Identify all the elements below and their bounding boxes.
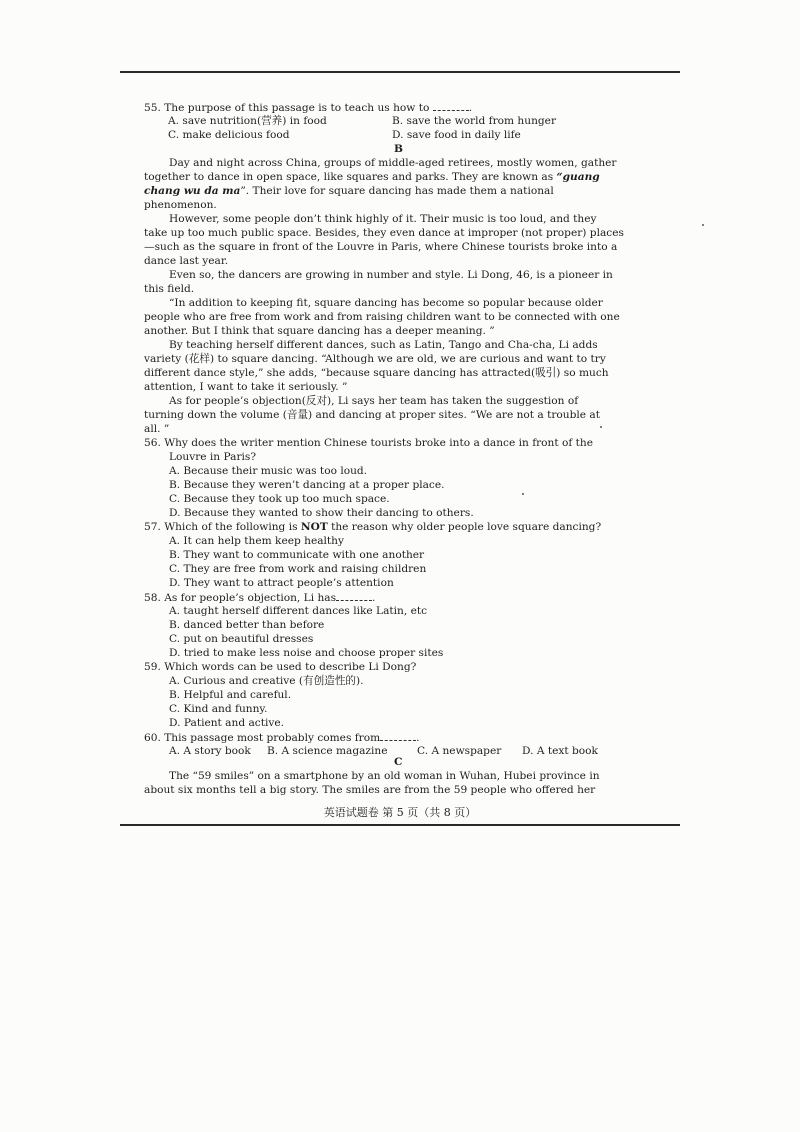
passage-line: all. ” xyxy=(144,423,170,435)
q55-option-a: A. save nutrition(营养) in food xyxy=(168,115,327,127)
passage-line: attention, I want to take it seriously. ” xyxy=(144,381,348,393)
q55-option-d: D. save food in daily life xyxy=(392,129,521,141)
passage-line: phenomenon. xyxy=(144,199,217,211)
passage-line: —such as the square in front of the Louvre in Paris, where Chinese tourists broke into a xyxy=(144,241,618,253)
q58-option-b: B. danced better than before xyxy=(169,619,325,631)
q58-stem: 58. As for people’s objection, Li has . xyxy=(144,592,376,604)
q56-stem-cont: Louvre in Paris? xyxy=(169,451,257,463)
q58-option-d: D. tried to make less noise and choose proper sites xyxy=(169,647,444,659)
passage-line: different dance style,” she adds, “because square dancing has attracted(吸引) so much xyxy=(144,367,609,379)
q56-option-a: A. Because their music was too loud. xyxy=(169,465,368,477)
passage-line: take up too much public space. Besides, they even dance at improper (not proper) places xyxy=(144,227,624,239)
passage-line: The “59 smiles” on a smartphone by an old woman in Wuhan, Hubei province in xyxy=(169,770,600,782)
q59-option-c: C. Kind and funny. xyxy=(169,703,268,715)
passage-line: together to dance in open space, like squares and parks. They are known as “guang xyxy=(144,171,600,183)
passage-line: Day and night across China, groups of middle-aged retirees, mostly women, gather xyxy=(169,157,617,169)
q59-option-a: A. Curious and creative (有创造性的). xyxy=(169,675,364,687)
q57-option-b: B. They want to communicate with one another xyxy=(169,549,425,561)
q56-option-d: D. Because they wanted to show their dancing to others. xyxy=(169,507,474,519)
scan-speck xyxy=(702,224,704,226)
passage-line: variety (花样) to square dancing. “Although we are old, we are curious and want to try xyxy=(144,353,606,365)
q57-option-a: A. It can help them keep healthy xyxy=(169,535,344,547)
section-b-heading: B xyxy=(394,143,403,155)
q60-option-d: D. A text book xyxy=(522,745,598,757)
q59-option-d: D. Patient and active. xyxy=(169,717,284,729)
scan-speck xyxy=(600,426,602,428)
passage-line: Even so, the dancers are growing in number and style. Li Dong, 46, is a pioneer in xyxy=(169,269,613,281)
q55-stem: 55. The purpose of this passage is to teach us how to . xyxy=(144,102,473,114)
passage-line: another. But I think that square dancing has a deeper meaning. ” xyxy=(144,325,495,337)
q59-option-b: B. Helpful and careful. xyxy=(169,689,292,701)
q60-option-b: B. A science magazine xyxy=(267,745,388,757)
top-rule xyxy=(120,71,680,73)
q60-stem: 60. This passage most probably comes from . xyxy=(144,732,420,744)
passage-line: this field. xyxy=(144,283,195,295)
passage-line: turning down the volume (音量) and dancing at proper sites. “We are not a trouble at xyxy=(144,409,601,421)
q60-option-c: C. A newspaper xyxy=(417,745,502,757)
q58-option-a: A. taught herself different dances like Latin, etc xyxy=(169,605,428,617)
q59-stem: 59. Which words can be used to describe Li Dong? xyxy=(144,661,417,673)
q56-option-b: B. Because they weren’t dancing at a proper place. xyxy=(169,479,445,491)
passage-line: By teaching herself different dances, such as Latin, Tango and Cha-cha, Li adds xyxy=(169,339,598,351)
passage-line: dance last year. xyxy=(144,255,229,267)
q60-option-a: A. A story book xyxy=(169,745,251,757)
q57-option-c: C. They are free from work and raising children xyxy=(169,563,427,575)
bottom-rule xyxy=(120,824,680,826)
q57-stem: 57. Which of the following is NOT the reason why older people love square dancing? xyxy=(144,521,602,533)
passage-line: people who are free from work and from raising children want to be connected with one xyxy=(144,311,620,323)
passage-line: As for people’s objection(反对), Li says her team has taken the suggestion of xyxy=(169,395,579,407)
section-c-heading: C xyxy=(394,756,403,768)
q56-stem: 56. Why does the writer mention Chinese tourists broke into a dance in front of the xyxy=(144,437,594,449)
q55-option-c: C. make delicious food xyxy=(168,129,290,141)
page-footer: 英语试题卷 第 5 页（共 8 页） xyxy=(323,806,477,819)
passage-line: about six months tell a big story. The smiles are from the 59 people who offered her xyxy=(144,784,596,796)
q56-option-c: C. Because they took up too much space. xyxy=(169,493,390,505)
q55-option-b: B. save the world from hunger xyxy=(392,115,557,127)
passage-line: “In addition to keeping fit, square dancing has become so popular because older xyxy=(169,297,603,309)
q57-option-d: D. They want to attract people’s attention xyxy=(169,577,394,589)
scan-speck xyxy=(522,493,524,495)
passage-line: chang wu da ma”. Their love for square dancing has made them a national xyxy=(144,185,554,197)
q58-option-c: C. put on beautiful dresses xyxy=(169,633,314,645)
passage-line: However, some people don’t think highly of it. Their music is too loud, and they xyxy=(169,213,597,225)
